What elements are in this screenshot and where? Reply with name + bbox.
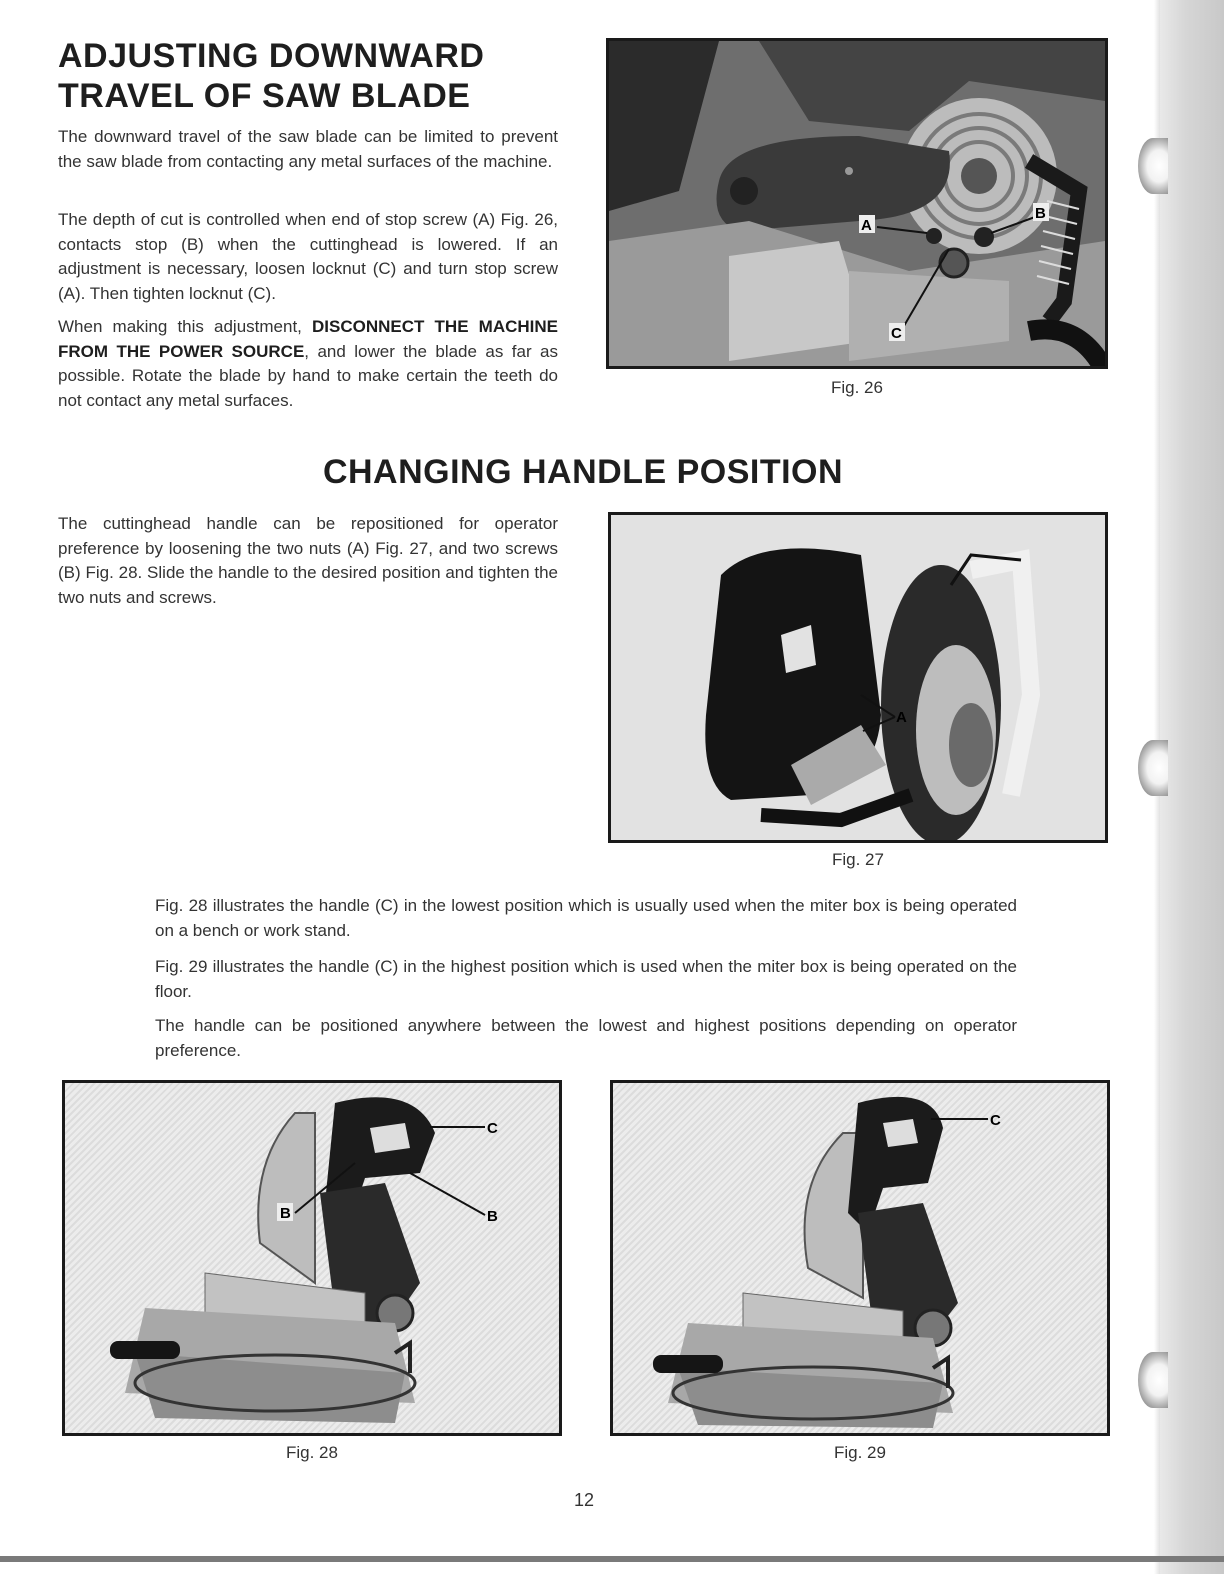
- fig26-callout-a: A: [861, 217, 872, 234]
- fig28-callout-b-right: B: [487, 1208, 498, 1225]
- fig26-callout-b: B: [1035, 205, 1046, 222]
- paragraph-warning: [58, 315, 558, 413]
- warning-bold-text: DISCONNECT THE MACHINE FROM THE POWER SOURCE: [58, 317, 558, 361]
- paragraph: Fig. 29 illustrates the handle (C) in the highest position which is used when the miter box is being operated on the floor.: [155, 957, 1017, 1001]
- paragraph: The handle can be positioned anywhere between the lowest and highest positions depending on operator preference.: [155, 1016, 1017, 1060]
- paragraph: The downward travel of the saw blade can be limited to prevent the saw blade from contacting any metal surfaces of the machine.: [58, 127, 558, 171]
- figure-29-illustration: [613, 1083, 1107, 1433]
- figure-28-illustration: [65, 1083, 559, 1433]
- title-line-2: TRAVEL OF SAW BLADE: [58, 77, 471, 115]
- binder-hole: [1138, 138, 1168, 194]
- binder-edge: [1160, 0, 1224, 1574]
- figure-29-caption: Fig. 29: [834, 1443, 886, 1462]
- binder-hole: [1138, 740, 1168, 796]
- section-title-handle-position: CHANGING HANDLE POSITION: [322, 453, 844, 491]
- figure-26-caption: Fig. 26: [831, 378, 883, 397]
- figure-29-photo: [610, 1080, 1110, 1436]
- warning-tail: , and lower the blade as far as possible. Rotate the blade by hand to make certain the teeth do not contact any metal surfaces.: [58, 341, 559, 410]
- fig28-callout-b-left: B: [280, 1205, 291, 1222]
- page-number: 12: [574, 1490, 595, 1510]
- warning-lead: When making this adjustment,: [58, 317, 302, 336]
- fig29-callout-c: C: [990, 1112, 1001, 1129]
- figure-28-caption: Fig. 28: [286, 1443, 338, 1462]
- bottom-rule: [0, 1556, 1224, 1562]
- binder-hole: [1138, 1352, 1168, 1408]
- paragraph: The depth of cut is controlled when end of stop screw (A) Fig. 26, contacts stop (B) when the cuttinghead is lowered. If an adjustment is necessary, loosen locknut (C) and turn stop screw (A). Then tighten locknut (C).: [58, 210, 558, 303]
- title-line-1: ADJUSTING DOWNWARD: [58, 37, 485, 75]
- figure-27-photo: [608, 512, 1108, 843]
- figure-28-photo: [62, 1080, 562, 1436]
- paragraph: The cuttinghead handle can be repositioned for operator preference by loosening the two nuts (A) Fig. 27, and two screws (B) Fig. 28. Slide the handle to the desired position and tighten the two nuts and screws.: [58, 514, 558, 607]
- section-title-downward-travel: [58, 36, 484, 116]
- figure-26-photo: [606, 38, 1108, 369]
- fig28-callout-c: C: [487, 1120, 498, 1137]
- figure-27-caption: Fig. 27: [832, 850, 884, 869]
- fig26-callout-c: C: [891, 325, 902, 342]
- figure-26-illustration: [609, 41, 1105, 366]
- fig27-callout-a: A: [896, 709, 907, 726]
- paragraph: Fig. 28 illustrates the handle (C) in the lowest position which is usually used when the miter box is being operated on a bench or work stand.: [155, 896, 1017, 940]
- figure-27-illustration: [611, 515, 1105, 840]
